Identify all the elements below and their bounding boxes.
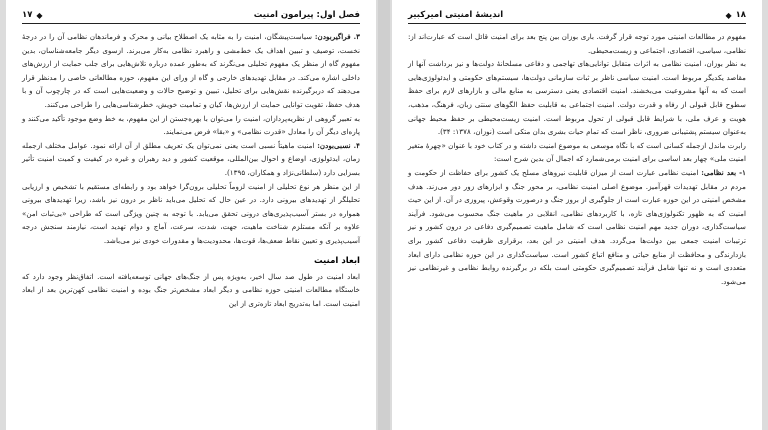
left-page-body-continued: [22, 270, 360, 311]
paragraph: [22, 270, 360, 311]
paragraph-text: به نظر بوزان، امنیت نظامی به اثرات متقابل توانایی‌های تهاجمی و دفاعی مسلحانهٔ دولت‌ها و نیز برداشت آنها از مقاصد یکدیگر مربوط است. امنیت سیاسی ناظر بر ثبات سازمانی دولت‌ها، سیستم‌های حکومتی و ایدئولوژی‌هایی است که به آنها مشروعیت می‌بخشند. امنیت اقتصادی یعنی دسترسی به منابع مالی و بازارهای لازم برای حفظ سطوح قابل قبولی از رفاه و قدرت دولت. امنیت اجتماعی به قابلیت حفظ الگوهای سنتی زبان، فرهنگ، مذهب، هویت و عرف ملی، با شرایط قابل قبولی از تحول مربوط است. امنیت زیست‌محیطی بر حفظ محیط جهانی به‌عنوان سیستم پشتیبانی ضروری، ناظر است که تمام حیات بشری بدان متکی است (نوزان، ۱۳۷۸: ۳۴).: [408, 59, 746, 137]
paragraph: [22, 30, 360, 112]
diamond-icon: ◆: [36, 10, 43, 20]
left-page-body: [22, 30, 360, 248]
paragraph: [408, 139, 746, 166]
right-page-number-group: [725, 10, 746, 20]
paragraph: [408, 30, 746, 57]
paragraph: [408, 57, 746, 139]
left-page-running-title: فصل اول: پیرامون امنیت: [253, 10, 360, 20]
paragraph: [22, 112, 360, 139]
paragraph-text: به تعبیر گروهی از نظریه‌پردازان، امنیت را می‌توان با بهره‌جستن از این مفهوم، به خط وضع موجود تأکید می‌کنند و پاره‌ای دیگر آن را معادل «قدرت نظامی» و «بقا» فرض می‌نمایند.: [22, 113, 360, 137]
paragraph-text: امنیت ماهیتاً نسبی است یعنی نمی‌توان یک تعریف مطلق از آن ارائه نمود. عوامل مختلف ازجمله زمان، ایدئولوژی، اوضاع و احوال بین‌المللی، موقعیت کشور و دید رهبران و غیره در کیفیت و کمیت امنیت تأثیر بسزایی دارد (سلطانی‌نژاد و همکاران، ۱۳۹۵).: [22, 140, 360, 177]
left-page: [6, 0, 376, 430]
paragraph-lead: ۱- بعد نظامی:: [701, 167, 746, 177]
left-page-number-group: [22, 10, 43, 20]
right-header-rule: [408, 23, 746, 24]
left-header-rule: [22, 23, 360, 24]
paragraph-text: ابعاد امنیت در طول صد سال اخیر، به‌ویژه پس از جنگ‌های جهانی توسعه‌یافته است. اتفاق‌نظر وجود دارد که خاستگاه مطالعات امنیتی حوزه نظامی و دیگر ابعاد مشخص‌تر جنگ بوده و امنیت نظامی کهن‌ترین بعد از ابعاد امنیت است. اما به‌تدریج ابعاد تازه‌تری از این: [22, 271, 360, 308]
left-page-number: ۱۷: [22, 10, 33, 20]
paragraph: [408, 166, 746, 288]
right-page: [392, 0, 762, 430]
right-page-running-title: اندیشهٔ امنیتی امیرکبیر: [408, 10, 504, 20]
paragraph-text: امنیت نظامی عبارت است از میزان قابلیت نیروهای مسلح یک کشور برای حفاظت از حکومت و مردم در مقابل تهدیدات قهرآمیز. موضوع اصلی امنیت نظامی، بر محور جنگ و ابزارهای زور دور می‌زند. هدف مشخص امنیتی در این حوزه عبارت است از جلوگیری از بروز جنگ و درصورت وقوعش، پیروزی در آن. از این حیث امنیت که به ظهور تکنولوژی‌های تازه، با کاربردهای نظامی، انقلابی در ماهیت جنگ محسوب می‌شود. فرآیند سیاست‌گذاری، دوران جدید مهم امنیت نظامی است که شامل ماهیت تصمیم‌گیری دفاعی در درون کشور و نیز ترتیبات امنیت جمعی بین دولت‌ها می‌گردد. هدف امنیتی در این بعد، برقراری ظرفیت دفاعی کشور برای بازدارندگی و محافظت از منابع حیاتی و منافع اتباع کشور است. سیاست‌گذاری در این حوزه نظامی دارای ابعاد متعددی است و نه تنها شامل فرآیند تصمیم‌گیری حکومتی است بلکه در برگیرنده روابط نظامی و غیرنظامی نیز می‌شود.: [408, 167, 746, 286]
paragraph: [22, 139, 360, 180]
right-page-body: [408, 30, 746, 288]
diamond-icon: ◆: [725, 10, 732, 20]
paragraph-lead: ۴. نسبی‌بودن:: [317, 140, 360, 150]
paragraph-text: از این منظر هر نوع تحلیلی از امنیت لزوماً تحلیلی برون‌گرا خواهد بود و رابطه‌ای مستقیم با تشخیص و ارزیابی تحلیلگر از تهدیدهای بیرونی دارد. در عین حال که تحلیل می‌باید ناظر بر درون نیز باشد، زیرا تهدیدهای بیرونی همواره در بستر آسیب‌پذیری‌های درونی تحقق می‌یابد. با توجه به چنین ویژگی است که طراحی «بی‌ثبات امن» علاوه بر آنکه مستلزم شناخت ماهیت، جهت، شدت، سرعت، آماج و دوام تهدید است، نیازمند سنجش درجه آسیب‌پذیری و تعیین نقاط ضعف‌ها، قوت‌ها، محدودیت‌ها و مقدورات خودی نیز می‌باشد.: [22, 181, 360, 245]
paragraph-text: مفهوم در مطالعات امنیتی مورد توجه قرار گرفت. باری بوزان بین پنج بعد برای امنیت قائل است که عبارت‌اند از: نظامی، سیاسی، اقتصادی، اجتماعی و زیست‌محیطی.: [408, 32, 746, 55]
paragraph-lead: ۳. فراگیربودن:: [314, 32, 360, 41]
section-heading: ابعاد امنیت: [313, 255, 360, 266]
book-gutter: [378, 0, 390, 430]
paragraph: [22, 180, 360, 248]
right-page-number: ۱۸: [735, 10, 746, 20]
paragraph-text: رابرت ماندل ازجمله کسانی است که با نگاه موسعی به موضوع امنیت داشته و در کتاب خود با عنوان «چهرهٔ متغیر امنیت ملی» چهار بعد اساسی برای امنیت برمی‌شمارد که اجمال آن بدین شرح است:: [408, 140, 746, 164]
left-page-header: [22, 10, 360, 20]
right-page-header: [408, 10, 746, 20]
paragraph-text: سیاست‌پیشگان، امنیت را به مثابه یک اصطلاح بیانی و محرک و فرماندهان نظامی آن را در درجهٔ نخست، توصیف و تبیین اهداف یک خط‌مشی و راهبرد نظامی به‌کار می‌برند. ازسوی دیگر جامعه‌شناسان، بدین مفهوم گاه از منظر یک مفهوم تحلیلی می‌نگرند که به‌طور عمده درباره تلاش‌هایی برای جلب حمایت از ارزش‌های داخلی اشاره می‌کند. در مقابل تهدیدهای خارجی و گاه از ورای این مفهوم، حوزه مطالعاتی خاصی را مدنظر قرار می‌دهند که دربرگیرنده نقش‌هایی برای تحلیل، تبیین و توضیح حالات و وضعیت‌هایی است که در چارچوب آن و با هدف حفظ، تقویت توانایی حمایت از ارزش‌ها، کیان و تمامیت خویش، خطرشناسی‌هایی را طراحی می‌کنند.: [22, 32, 360, 109]
